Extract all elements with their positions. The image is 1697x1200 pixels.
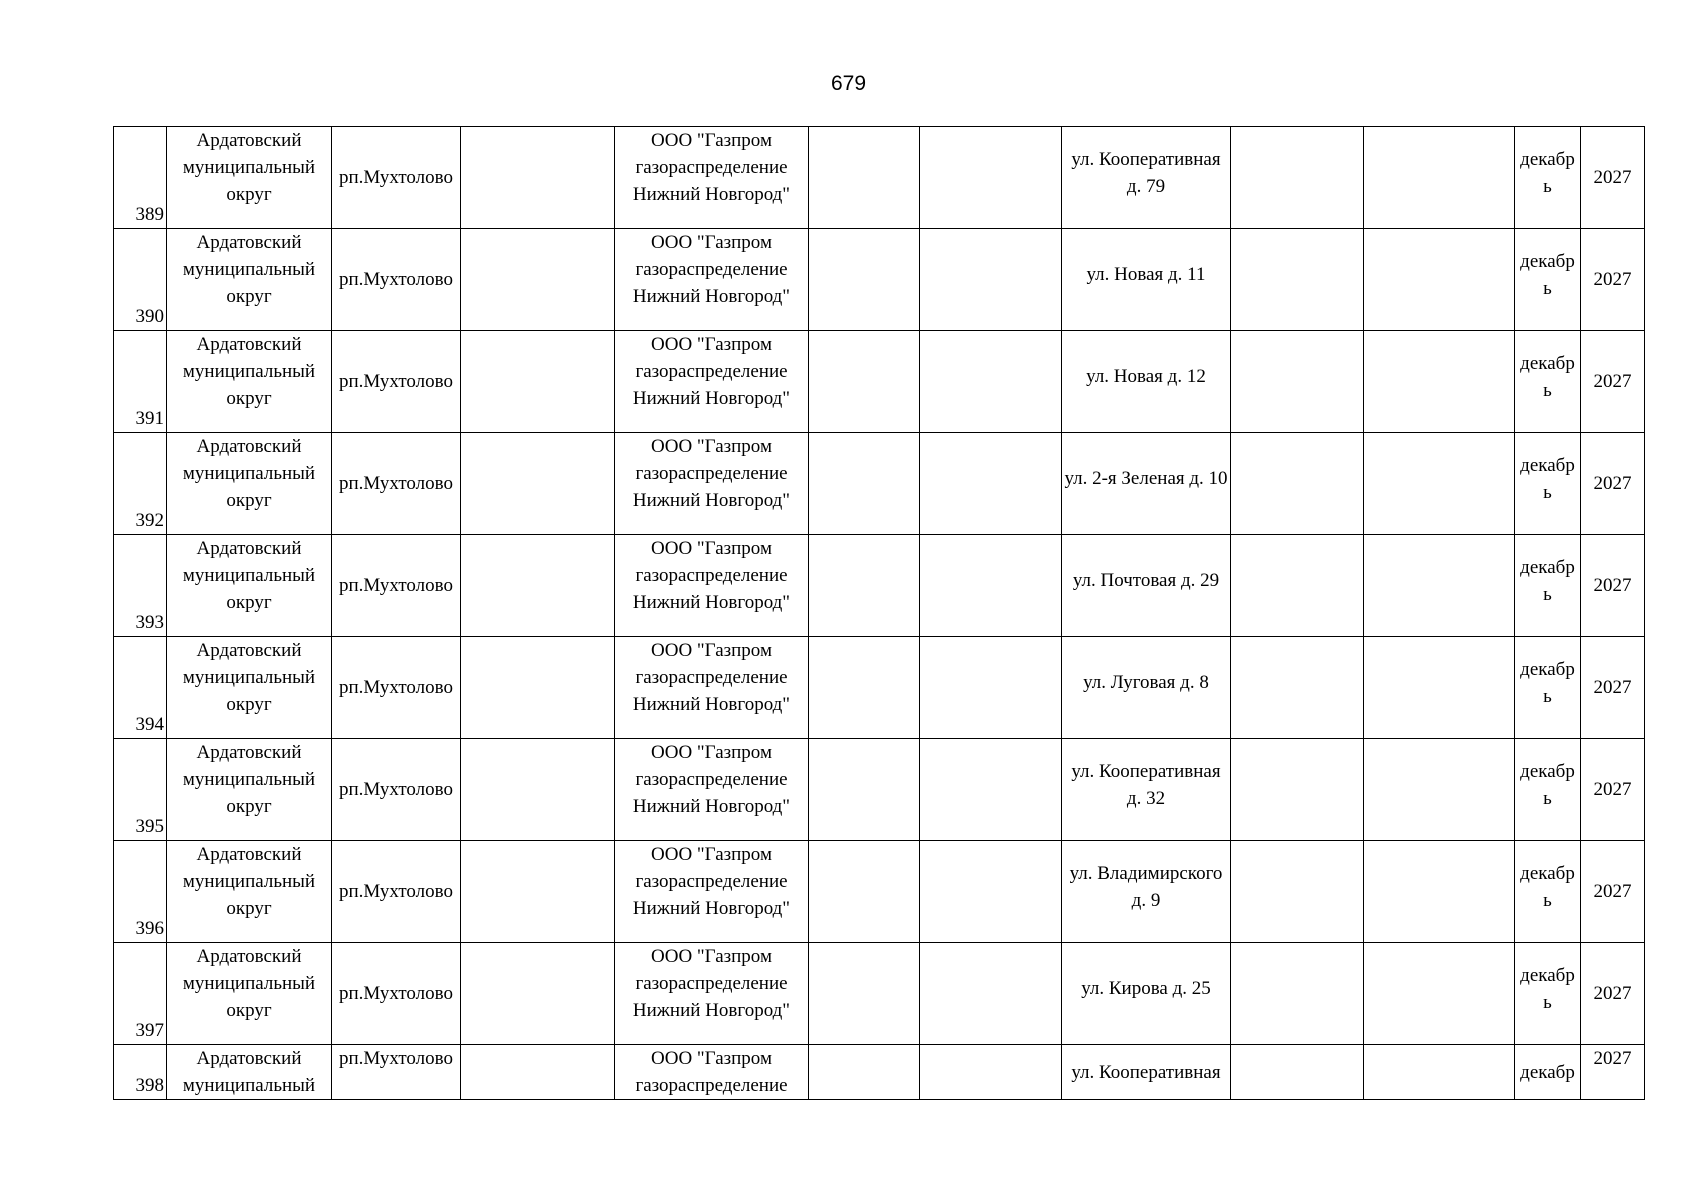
month-cell	[1515, 739, 1581, 841]
settlement-cell: рп.Мухтолово	[332, 229, 461, 331]
row-number: 390	[114, 229, 167, 331]
empty-cell	[461, 841, 615, 943]
address-text: ул. Новая д. 12	[1086, 366, 1206, 387]
year-cell: 2027	[1581, 229, 1645, 331]
empty-cell	[1231, 841, 1364, 943]
month-text: декабрь	[1520, 454, 1575, 503]
empty-cell	[809, 943, 920, 1045]
address-text: ул. Владимирского д. 9	[1069, 862, 1223, 911]
empty-cell	[461, 331, 615, 433]
empty-cell	[920, 637, 1062, 739]
empty-cell	[1364, 229, 1515, 331]
register-table	[113, 126, 1645, 1100]
district-cell: Ардатовский муниципальный	[167, 1045, 332, 1100]
empty-cell	[461, 1045, 615, 1100]
month-cell: декабр	[1515, 1045, 1581, 1100]
empty-cell	[809, 739, 920, 841]
year-cell: 2027	[1581, 1045, 1645, 1100]
empty-cell	[1364, 127, 1515, 229]
settlement-cell: рп.Мухтолово	[332, 331, 461, 433]
month-text: декабрь	[1520, 556, 1575, 605]
month-cell	[1515, 127, 1581, 229]
address-cell	[1062, 127, 1231, 229]
table-row	[114, 1045, 1645, 1100]
address-text: ул. 2-я Зеленая д. 10	[1064, 468, 1228, 489]
page-number: 679	[830, 72, 867, 95]
empty-cell	[1364, 1045, 1515, 1100]
empty-cell	[920, 1045, 1062, 1100]
organization-cell: ООО "Газпром газораспределение Нижний Новгород"	[615, 331, 809, 433]
month-text: декабрь	[1520, 964, 1575, 1013]
row-number: 389	[114, 127, 167, 229]
register-rows	[114, 127, 1645, 1100]
empty-cell	[809, 1045, 920, 1100]
empty-cell	[461, 433, 615, 535]
address-text: ул. Новая д. 11	[1086, 264, 1206, 285]
address-text: ул. Кооперативная д. 32	[1071, 760, 1221, 809]
row-number: 398	[114, 1045, 167, 1100]
organization-cell: ООО "Газпром газораспределение Нижний Новгород"	[615, 943, 809, 1045]
month-cell	[1515, 943, 1581, 1045]
month-cell	[1515, 637, 1581, 739]
month-cell	[1515, 433, 1581, 535]
empty-cell	[920, 535, 1062, 637]
address-cell	[1062, 739, 1231, 841]
month-text: декабрь	[1520, 148, 1575, 197]
organization-cell: ООО "Газпром газораспределение Нижний Новгород"	[615, 637, 809, 739]
district-cell: Ардатовский муниципальный округ	[167, 535, 332, 637]
district-cell: Ардатовский муниципальный округ	[167, 229, 332, 331]
empty-cell	[920, 739, 1062, 841]
year-cell: 2027	[1581, 943, 1645, 1045]
address-text: ул. Почтовая д. 29	[1072, 570, 1220, 591]
empty-cell	[461, 535, 615, 637]
empty-cell	[920, 331, 1062, 433]
empty-cell	[1364, 943, 1515, 1045]
empty-cell	[1231, 229, 1364, 331]
table-row	[114, 229, 1645, 331]
address-text: ул. Луговая д. 8	[1083, 672, 1209, 693]
settlement-cell: рп.Мухтолово	[332, 841, 461, 943]
table-row	[114, 127, 1645, 229]
settlement-cell: рп.Мухтолово	[332, 739, 461, 841]
year-cell: 2027	[1581, 433, 1645, 535]
empty-cell	[1231, 535, 1364, 637]
address-cell	[1062, 637, 1231, 739]
table-row	[114, 943, 1645, 1045]
address-cell: ул. Кооперативная	[1062, 1045, 1231, 1100]
row-number: 394	[114, 637, 167, 739]
organization-cell: ООО "Газпром газораспределение Нижний Новгород"	[615, 841, 809, 943]
year-cell: 2027	[1581, 739, 1645, 841]
organization-cell: ООО "Газпром газораспределение Нижний Новгород"	[615, 535, 809, 637]
year-cell: 2027	[1581, 841, 1645, 943]
empty-cell	[809, 229, 920, 331]
organization-cell: ООО "Газпром газораспределение Нижний Новгород"	[615, 433, 809, 535]
empty-cell	[809, 433, 920, 535]
organization-cell: ООО "Газпром газораспределение Нижний Новгород"	[615, 229, 809, 331]
empty-cell	[920, 229, 1062, 331]
address-cell	[1062, 229, 1231, 331]
district-cell: Ардатовский муниципальный округ	[167, 637, 332, 739]
empty-cell	[1231, 1045, 1364, 1100]
empty-cell	[461, 229, 615, 331]
address-text: ул. Кооперативная д. 79	[1071, 148, 1221, 197]
empty-cell	[1231, 433, 1364, 535]
empty-cell	[1231, 943, 1364, 1045]
address-cell	[1062, 535, 1231, 637]
district-cell: Ардатовский муниципальный округ	[167, 127, 332, 229]
empty-cell	[920, 943, 1062, 1045]
month-text: декабрь	[1520, 250, 1575, 299]
month-cell	[1515, 229, 1581, 331]
address-cell	[1062, 943, 1231, 1045]
row-number: 393	[114, 535, 167, 637]
district-cell: Ардатовский муниципальный округ	[167, 841, 332, 943]
row-number: 397	[114, 943, 167, 1045]
table-row	[114, 433, 1645, 535]
empty-cell	[809, 841, 920, 943]
district-cell: Ардатовский муниципальный округ	[167, 739, 332, 841]
empty-cell	[809, 127, 920, 229]
address-cell	[1062, 433, 1231, 535]
empty-cell	[461, 637, 615, 739]
year-cell: 2027	[1581, 535, 1645, 637]
settlement-cell: рп.Мухтолово	[332, 433, 461, 535]
organization-cell: ООО "Газпром газораспределение	[615, 1045, 809, 1100]
empty-cell	[461, 943, 615, 1045]
table-row	[114, 331, 1645, 433]
month-text: декабрь	[1520, 352, 1575, 401]
month-text: декабрь	[1520, 862, 1575, 911]
empty-cell	[809, 331, 920, 433]
settlement-cell: рп.Мухтолово	[332, 637, 461, 739]
district-cell: Ардатовский муниципальный округ	[167, 943, 332, 1045]
table-row	[114, 739, 1645, 841]
month-cell	[1515, 535, 1581, 637]
empty-cell	[1231, 127, 1364, 229]
empty-cell	[920, 433, 1062, 535]
month-text: декабрь	[1520, 760, 1575, 809]
empty-cell	[461, 127, 615, 229]
settlement-cell: рп.Мухтолово	[332, 1045, 461, 1100]
row-number: 392	[114, 433, 167, 535]
table-row	[114, 637, 1645, 739]
month-cell	[1515, 841, 1581, 943]
empty-cell	[1364, 331, 1515, 433]
empty-cell	[1364, 739, 1515, 841]
year-cell: 2027	[1581, 127, 1645, 229]
settlement-cell: рп.Мухтолово	[332, 943, 461, 1045]
empty-cell	[461, 739, 615, 841]
table-row	[114, 535, 1645, 637]
district-cell: Ардатовский муниципальный округ	[167, 433, 332, 535]
empty-cell	[1364, 637, 1515, 739]
row-number: 396	[114, 841, 167, 943]
organization-cell: ООО "Газпром газораспределение Нижний Новгород"	[615, 127, 809, 229]
organization-cell: ООО "Газпром газораспределение Нижний Новгород"	[615, 739, 809, 841]
row-number: 395	[114, 739, 167, 841]
month-text: декабрь	[1520, 658, 1575, 707]
empty-cell	[1231, 739, 1364, 841]
empty-cell	[920, 841, 1062, 943]
address-cell	[1062, 841, 1231, 943]
empty-cell	[1364, 535, 1515, 637]
table-row	[114, 841, 1645, 943]
empty-cell	[1364, 433, 1515, 535]
empty-cell	[1231, 331, 1364, 433]
month-cell	[1515, 331, 1581, 433]
empty-cell	[809, 637, 920, 739]
address-text: ул. Кирова д. 25	[1081, 978, 1211, 999]
empty-cell	[1231, 637, 1364, 739]
address-cell	[1062, 331, 1231, 433]
year-cell: 2027	[1581, 331, 1645, 433]
empty-cell	[1364, 841, 1515, 943]
row-number: 391	[114, 331, 167, 433]
district-cell: Ардатовский муниципальный округ	[167, 331, 332, 433]
year-cell: 2027	[1581, 637, 1645, 739]
empty-cell	[809, 535, 920, 637]
settlement-cell: рп.Мухтолово	[332, 535, 461, 637]
empty-cell	[920, 127, 1062, 229]
settlement-cell: рп.Мухтолово	[332, 127, 461, 229]
